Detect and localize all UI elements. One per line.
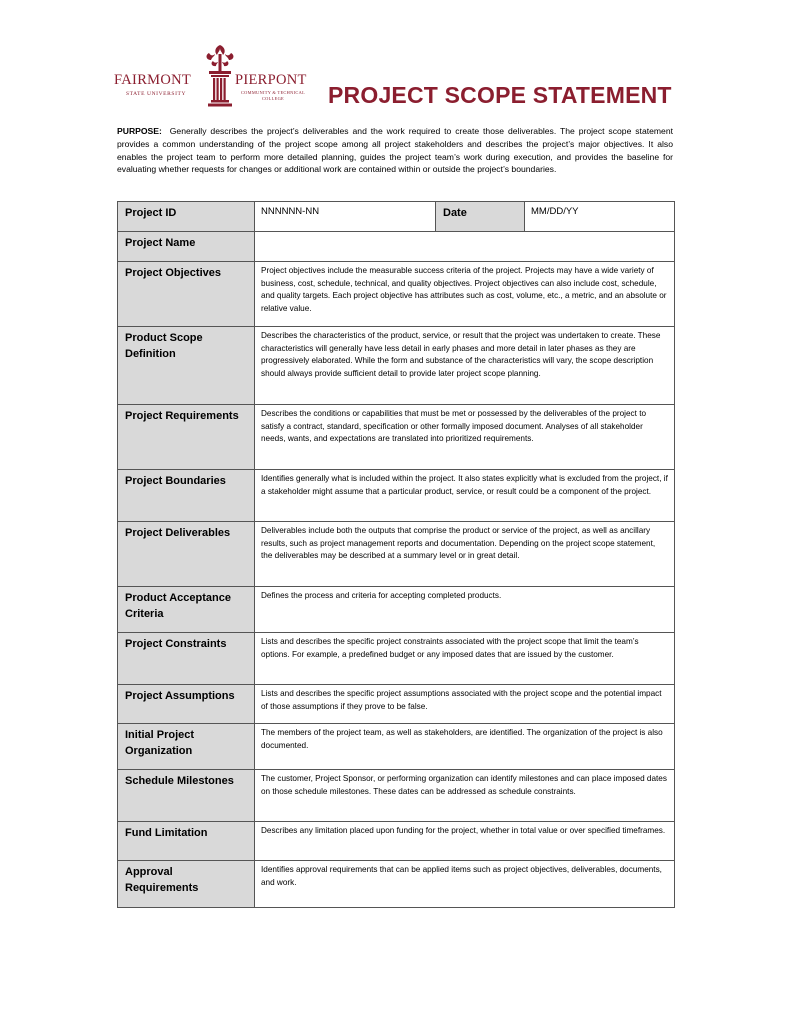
fairmont-pierpont-logo <box>112 44 317 108</box>
scope-table <box>117 201 675 908</box>
project-id-value[interactable]: NNNNNN-NN <box>255 202 436 232</box>
table-row <box>118 405 675 470</box>
row-description[interactable]: Project objectives include the measurable success criteria of the project. Projects may have a wide variety of business, cost, schedule, technical, and quality objectives. Project objectives can also include cost, schedule, and quality targets. Each project objective has attributes such as cost, volume, etc., a metric, and an absolute or relative value. <box>255 262 675 327</box>
row-description[interactable]: Describes the characteristics of the product, service, or result that the project was undertaken to create. These characteristics will generally have less detail in early phases and more detail in later phases as they are progressively elaborated. While the form and substance of the characteristics will vary, the scope description should always provide sufficient detail to provide later project scope planning. <box>255 327 675 405</box>
table-row <box>118 685 675 724</box>
logo-right-subtitle-line1: COMMUNITY & TECHNICAL <box>240 90 306 95</box>
logo-left-subtitle: STATE UNIVERSITY <box>126 91 187 97</box>
logo-left-word: FAIRMONT <box>114 72 192 88</box>
table-row <box>118 822 675 861</box>
row-label: Project Objectives <box>118 262 255 327</box>
row-description[interactable]: Identifies approval requirements that can be applied items such as project objectives, deliverables, documents, and work. <box>255 861 675 908</box>
row-label: Fund Limitation <box>118 822 255 861</box>
table-row <box>118 232 675 262</box>
row-label: Approval Requirements <box>118 861 255 908</box>
table-row <box>118 470 675 522</box>
table-row <box>118 724 675 770</box>
table-row <box>118 770 675 822</box>
row-description[interactable]: The members of the project team, as well as stakeholders, are identified. The organization of the project is also documented. <box>255 724 675 770</box>
logo-right-subtitle-line2: COLLEGE <box>261 96 285 101</box>
row-label: Project Assumptions <box>118 685 255 724</box>
document-header <box>112 44 672 114</box>
table-row <box>118 262 675 327</box>
logo-right-word: PIERPONT <box>235 72 307 88</box>
table-row <box>118 633 675 685</box>
row-description[interactable]: Deliverables include both the outputs that comprise the product or service of the project, as well as ancillary results, such as project management reports and documentation. Depending on the project scope statement, the deliverables may be described at a summary level or in great detail. <box>255 522 675 587</box>
row-description[interactable]: The customer, Project Sponsor, or performing organization can identify milestones and can place imposed dates on those schedule milestones. These dates can be addressed as schedule constraints. <box>255 770 675 822</box>
row-description[interactable]: Defines the process and criteria for accepting completed products. <box>255 587 675 633</box>
project-id-label: Project ID <box>118 202 255 232</box>
project-name-value[interactable] <box>255 232 675 262</box>
row-description[interactable]: Lists and describes the specific project constraints associated with the project scope that limit the team’s options. For example, a predefined budget or any imposed dates that are issued by the customer. <box>255 633 675 685</box>
purpose-paragraph <box>117 125 673 176</box>
row-label: Product Scope Definition <box>118 327 255 405</box>
table-row <box>118 202 675 232</box>
page-title: PROJECT SCOPE STATEMENT <box>328 82 672 108</box>
purpose-text: Generally describes the project’s deliverables and the work required to create those deliverables. The project scope statement provides a common understanding of the project scope among all project stakeholders and describes the project’s major objectives. It also enables the project team to perform more detailed planning, guides the project team’s work during execution, and provides the baseline for evaluating whether requests for changes or additional work are contained within or outside the project’s boundaries. <box>117 126 674 175</box>
fairmont-pierpont-column-logo-icon <box>203 44 237 108</box>
row-description[interactable]: Describes the conditions or capabilities that must be met or possessed by the deliverables of the project to satisfy a contract, standard, specification or other formally imposed document. Analyses of all stakeholder needs, wants, and expectations are translated into prioritized requirements. <box>255 405 675 470</box>
row-label: Initial Project Organization <box>118 724 255 770</box>
table-row <box>118 861 675 908</box>
logo-right-subtitle <box>236 90 310 102</box>
table-row <box>118 522 675 587</box>
table-row <box>118 327 675 405</box>
row-description[interactable]: Lists and describes the specific project assumptions associated with the project scope and the potential impact of those assumptions if they prove to be false. <box>255 685 675 724</box>
date-value[interactable]: MM/DD/YY <box>525 202 675 232</box>
date-label: Date <box>436 202 525 232</box>
row-label: Project Requirements <box>118 405 255 470</box>
row-description[interactable]: Describes any limitation placed upon funding for the project, whether in total value or over specified timeframes. <box>255 822 675 861</box>
row-description[interactable]: Identifies generally what is included within the project. It also states explicitly what is excluded from the project, if a stakeholder might assume that a particular product, service, or result could be a component of the project. <box>255 470 675 522</box>
project-name-label: Project Name <box>118 232 255 262</box>
row-label: Schedule Milestones <box>118 770 255 822</box>
table-row <box>118 587 675 633</box>
row-label: Project Constraints <box>118 633 255 685</box>
row-label: Project Boundaries <box>118 470 255 522</box>
purpose-label: PURPOSE: <box>117 126 162 136</box>
row-label: Product Acceptance Criteria <box>118 587 255 633</box>
row-label: Project Deliverables <box>118 522 255 587</box>
